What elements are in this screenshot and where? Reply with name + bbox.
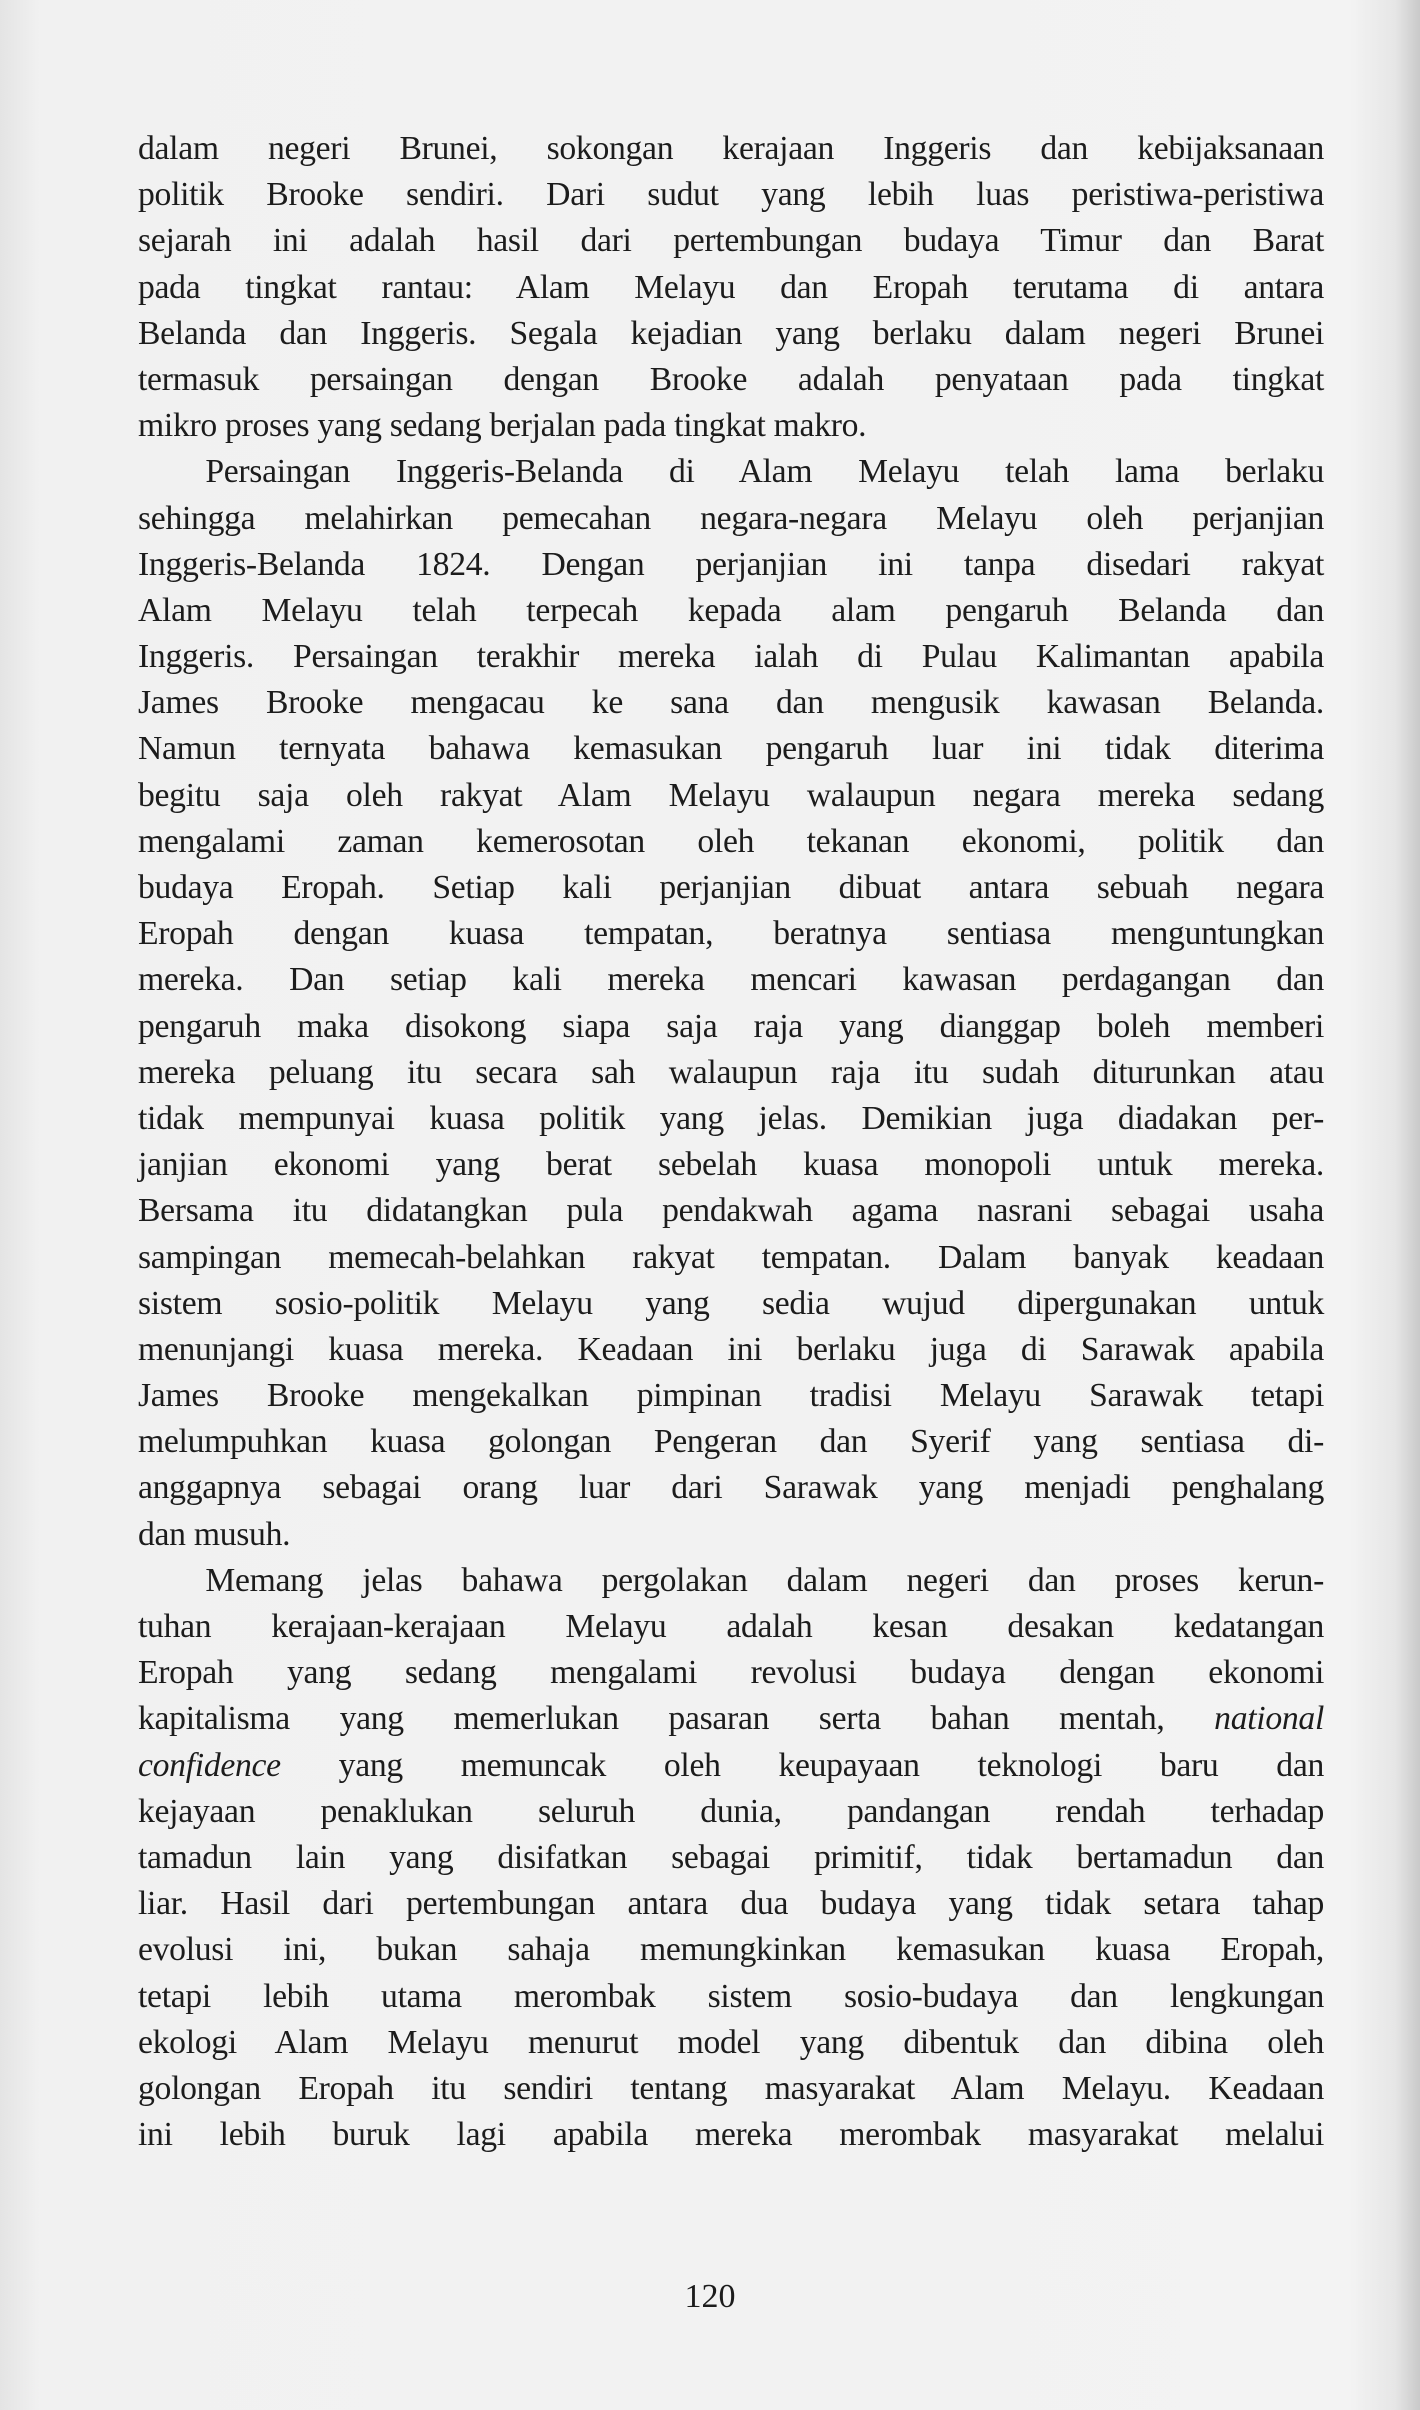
- text-line: evolusi ini, bukan sahaja memungkinkan kemasukan kuasa Eropah,: [138, 1931, 1325, 1969]
- text-line: golongan Eropah itu sendiri tentang masyarakat Alam Melayu. Keadaan: [138, 2069, 1325, 2107]
- text-line: termasuk persaingan dengan Brooke adalah penyataan pada tingkat: [138, 360, 1325, 398]
- text-line: [138, 1743, 1324, 1789]
- text-line: James Brooke mengekalkan pimpinan tradisi Melayu Sarawak tetapi: [138, 1377, 1325, 1415]
- text-line: melumpuhkan kuasa golongan Pengeran dan Syerif yang sentiasa di-: [138, 1423, 1325, 1461]
- text-line: dalam negeri Brunei, sokongan kerajaan Inggeris dan kebijaksanaan: [138, 130, 1325, 167]
- text-line: mereka peluang itu secara sah walaupun raja itu sudah diturunkan atau: [138, 1053, 1325, 1091]
- text-line: Inggeris. Persaingan terakhir mereka ialah di Pulau Kalimantan apabila: [138, 638, 1325, 676]
- text-line: Bersama itu didatangkan pula pendakwah agama nasrani sebagai usaha: [138, 1192, 1325, 1230]
- text-line: sampingan memecah-belahkan rakyat tempatan. Dalam banyak keadaan: [138, 1238, 1325, 1276]
- text-segment: kapitalisma yang memerlukan pasaran serta bahan mentah,: [138, 1700, 1215, 1738]
- text-line: anggapnya sebagai orang luar dari Sarawak yang menjadi penghalang: [138, 1469, 1325, 1507]
- text-line: mereka. Dan setiap kali mereka mencari kawasan perdagangan dan: [138, 961, 1325, 999]
- text-line: tuhan kerajaan-kerajaan Melayu adalah kesan desakan kedatangan: [138, 1608, 1325, 1645]
- text-line: Persaingan Inggeris-Belanda di Alam Melayu telah lama berlaku: [205, 453, 1325, 491]
- text-line: menunjangi kuasa mereka. Keadaan ini berlaku juga di Sarawak apabila: [138, 1330, 1325, 1368]
- text-line: mikro proses yang sedang berjalan pada tingkat makro.: [138, 407, 867, 445]
- text-line: janjian ekonomi yang berat sebelah kuasa monopoli untuk mereka.: [138, 1146, 1325, 1184]
- text-line: Eropah yang sedang mengalami revolusi budaya dengan ekonomi: [138, 1654, 1325, 1692]
- text-line: sistem sosio-politik Melayu yang sedia wujud dipergunakan untuk: [138, 1284, 1325, 1322]
- paragraph: [138, 1558, 1336, 2158]
- text-line: begitu saja oleh rakyat Alam Melayu walaupun negara mereka sedang: [138, 776, 1325, 814]
- text-line: pengaruh maka disokong siapa saja raja yang dianggap boleh memberi: [138, 1007, 1325, 1045]
- text-line: kejayaan penaklukan seluruh dunia, pandangan rendah terhadap: [138, 1792, 1325, 1830]
- text-line: ini lebih buruk lagi apabila mereka merombak masyarakat melalui: [138, 2116, 1325, 2154]
- text-segment: yang memuncak oleh keupayaan teknologi baru dan: [280, 1746, 1325, 1784]
- text-line: tetapi lebih utama merombak sistem sosio-budaya dan lengkungan: [138, 1977, 1325, 2015]
- italic-term: confidence: [138, 1746, 281, 1784]
- text-line: sejarah ini adalah hasil dari pertembungan budaya Timur dan Barat: [138, 222, 1325, 260]
- text-line: budaya Eropah. Setiap kali perjanjian dibuat antara sebuah negara: [138, 869, 1325, 906]
- text-line: ekologi Alam Melayu menurut model yang dibentuk dan dibina oleh: [138, 2023, 1325, 2061]
- text-line: tamadun lain yang disifatkan sebagai primitif, tidak bertamadun dan: [138, 1838, 1325, 1876]
- text-line: Inggeris-Belanda 1824. Dengan perjanjian ini tanpa disedari rakyat: [138, 545, 1325, 583]
- text-line: mengalami zaman kemerosotan oleh tekanan ekonomi, politik dan: [138, 822, 1325, 860]
- text-line: Belanda dan Inggeris. Segala kejadian yang berlaku dalam negeri Brunei: [138, 314, 1325, 352]
- text-line: Memang jelas bahawa pergolakan dalam negeri dan proses kerun-: [205, 1561, 1325, 1599]
- text-line: [138, 1696, 1324, 1742]
- text-line: pada tingkat rantau: Alam Melayu dan Eropah terutama di antara: [138, 268, 1325, 306]
- paragraph: [138, 126, 1336, 449]
- text-line: sehingga melahirkan pemecahan negara-negara Melayu oleh perjanjian: [138, 499, 1325, 537]
- text-line: Eropah dengan kuasa tempatan, beratnya sentiasa menguntungkan: [138, 915, 1325, 953]
- page-number: 120: [684, 2278, 736, 2315]
- text-line: dan musuh.: [138, 1515, 291, 1553]
- text-line: politik Brooke sendiri. Dari sudut yang lebih luas peristiwa-peristiwa: [138, 176, 1325, 214]
- paragraph: [138, 449, 1336, 1558]
- text-line: Namun ternyata bahawa kemasukan pengaruh luar ini tidak diterima: [138, 730, 1325, 768]
- text-line: James Brooke mengacau ke sana dan mengusik kawasan Belanda.: [138, 684, 1325, 722]
- text-line: liar. Hasil dari pertembungan antara dua budaya yang tidak setara tahap: [138, 1885, 1325, 1923]
- text-line: Alam Melayu telah terpecah kepada alam pengaruh Belanda dan: [138, 591, 1325, 629]
- italic-term: national: [1214, 1700, 1325, 1738]
- body-text: [138, 126, 1336, 2158]
- text-line: tidak mempunyai kuasa politik yang jelas. Demikian juga diadakan per-: [138, 1099, 1325, 1137]
